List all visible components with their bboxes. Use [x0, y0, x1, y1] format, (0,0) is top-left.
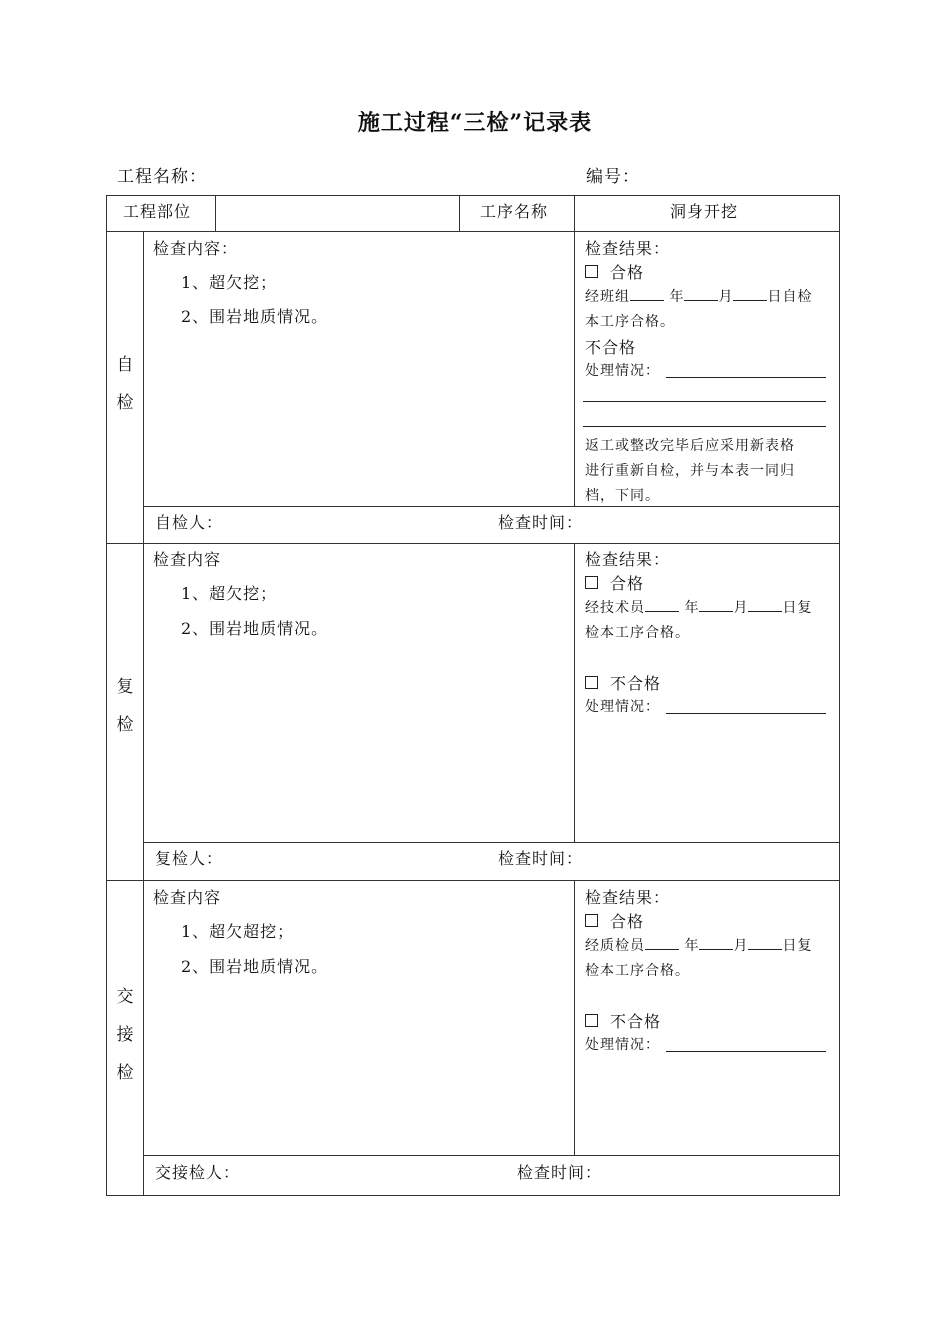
self-item-2: 2、围岩地质情况。 — [181, 307, 329, 326]
self-handling-line-3[interactable] — [583, 426, 826, 427]
self-pass-option[interactable]: 合格 — [585, 260, 644, 283]
re-content-title: 检查内容 — [153, 550, 222, 569]
page-title: 施工过程“三检”记录表 — [357, 110, 593, 136]
self-note-line-2: 进行重新自检，并与本表一同归 — [585, 463, 795, 479]
re-time-label: 检查时间： — [498, 849, 584, 868]
number-label: 编号： — [586, 167, 640, 187]
handover-handling-line[interactable] — [666, 1051, 826, 1052]
process-value: 洞身开挖 — [670, 202, 739, 221]
process-label: 工序名称 — [480, 202, 549, 221]
re-fail-option[interactable]: 不合格 — [585, 671, 661, 694]
self-handling-line[interactable] — [666, 377, 826, 378]
handover-pass-statement: 经质检员 年 月 日复 — [585, 938, 813, 954]
self-content-title: 检查内容： — [153, 239, 239, 258]
self-pass-statement-cont: 本工序合格。 — [585, 314, 675, 330]
re-check-label: 复 检 — [116, 677, 134, 735]
self-handling-label: 处理情况： — [585, 363, 660, 379]
self-check-label: 自 检 — [116, 355, 134, 413]
checkbox-icon[interactable] — [585, 576, 598, 589]
self-pass-statement: 经班组 年 月 日自检 — [585, 289, 813, 305]
handover-content-title: 检查内容 — [153, 888, 222, 907]
re-handling-label: 处理情况： — [585, 699, 660, 715]
re-item-2: 2、围岩地质情况。 — [181, 619, 329, 638]
self-result-title: 检查结果： — [585, 239, 671, 258]
location-label: 工程部位 — [123, 202, 192, 221]
handover-item-1: 1、超欠超挖； — [181, 922, 295, 941]
handover-check-label: 交 接 检 — [116, 987, 134, 1083]
self-handling-line-2[interactable] — [583, 401, 826, 402]
self-time-label: 检查时间： — [498, 513, 584, 532]
handover-fail-option[interactable]: 不合格 — [585, 1009, 661, 1032]
self-inspector-label: 自检人： — [155, 513, 224, 532]
self-note-line-3: 档，下同。 — [585, 488, 660, 504]
checkbox-icon[interactable] — [585, 676, 598, 689]
checkbox-icon[interactable] — [585, 1014, 598, 1027]
self-fail-option[interactable]: 不合格 — [585, 338, 637, 357]
re-item-1: 1、超欠挖； — [181, 584, 278, 603]
self-item-1: 1、超欠挖； — [181, 273, 278, 292]
handover-item-2: 2、围岩地质情况。 — [181, 957, 329, 976]
re-pass-statement-cont: 检本工序合格。 — [585, 625, 690, 641]
handover-inspector-label: 交接检人： — [155, 1163, 241, 1182]
handover-result-title: 检查结果： — [585, 888, 671, 907]
project-name-label: 工程名称： — [117, 167, 207, 187]
handover-pass-option[interactable]: 合格 — [585, 909, 644, 932]
re-pass-statement: 经技术员 年 月 日复 — [585, 600, 813, 616]
handover-time-label: 检查时间： — [517, 1163, 603, 1182]
checkbox-icon[interactable] — [585, 265, 598, 278]
handover-handling-label: 处理情况： — [585, 1037, 660, 1053]
re-inspector-label: 复检人： — [155, 849, 224, 868]
re-result-title: 检查结果： — [585, 550, 671, 569]
self-note-line-1: 返工或整改完毕后应采用新表格 — [585, 438, 795, 454]
checkbox-icon[interactable] — [585, 914, 598, 927]
handover-pass-statement-cont: 检本工序合格。 — [585, 963, 690, 979]
re-pass-option[interactable]: 合格 — [585, 571, 644, 594]
re-handling-line[interactable] — [666, 713, 826, 714]
